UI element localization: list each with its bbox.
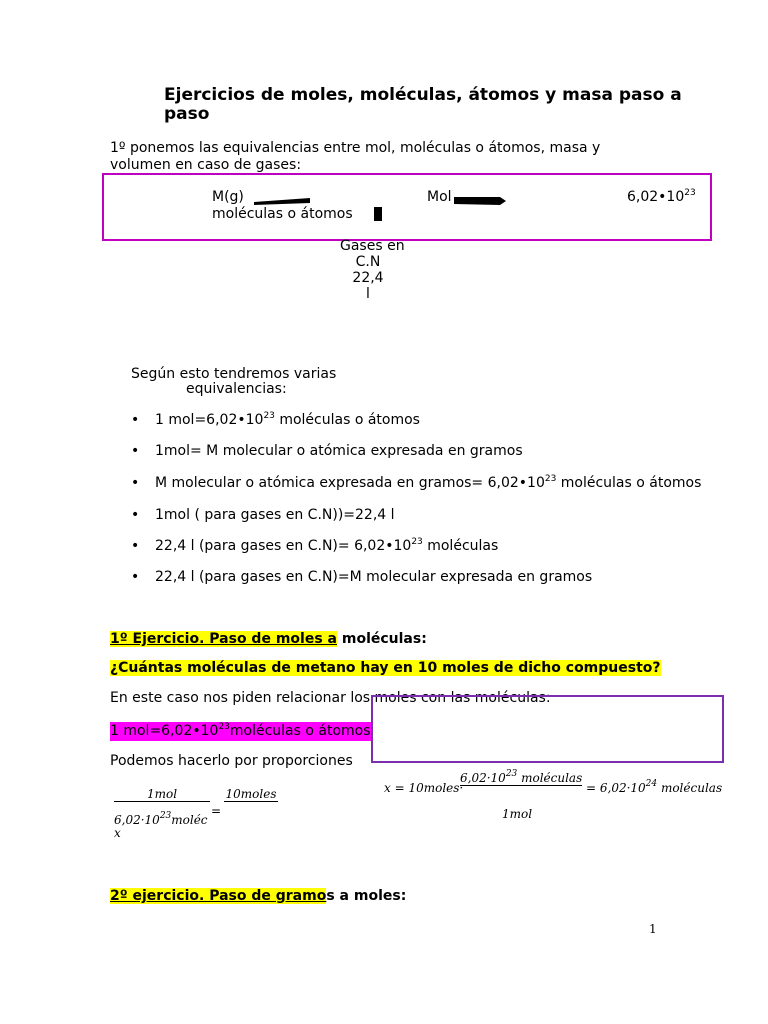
- equivalences-box: [102, 173, 712, 241]
- fraction-left-x: x: [114, 826, 121, 840]
- formula-denominator: 1mol: [502, 807, 533, 821]
- bullet-item: 1mol ( para gases en C.N))=22,4 l: [155, 507, 395, 523]
- exercise2-heading-rest: s a moles:: [326, 888, 407, 904]
- bullet-dot: •: [131, 569, 140, 585]
- bullet-dot: •: [131, 538, 140, 554]
- fraction-left-numerator: 1mol: [114, 787, 210, 802]
- relation-highlight: 1 $mol=6,02•10^{23}moléculas$ o átomos: [110, 722, 371, 739]
- exercise1-heading-highlight: 1º Ejercicio. Paso de moles a: [110, 631, 337, 647]
- page-number: 1: [649, 922, 657, 936]
- bullet-dot: •: [131, 507, 140, 523]
- bullet-dot: •: [131, 443, 140, 459]
- bullet-item: 22,4 l (para gases en $C.N)= 6,02•10^{23}$ moléculas: [155, 537, 499, 554]
- gases-line-4: l: [366, 286, 370, 302]
- exercise1-explanation: En este caso nos piden relacionar los moles con las moléculas:: [110, 690, 551, 706]
- gases-line-2: C.N: [355, 254, 381, 270]
- mass-label: M(g): [212, 189, 244, 205]
- formula-rhs: = $6,02\cdot 10^{24}$ moléculas: [586, 779, 723, 795]
- exercise1-question: ¿Cuántas moléculas de metano hay en 10 moles de dicho compuesto?: [110, 660, 661, 676]
- bullet-item: 1mol= M molecular o atómica expresada en gramos: [155, 443, 523, 459]
- bullet-item: 1 $mol=6,02•10^{23}$ moléculas o átomos: [155, 411, 420, 428]
- answer-box: [371, 695, 724, 763]
- exercise1-heading-rest: moléculas:: [336, 631, 427, 647]
- particles-label: moléculas o átomos: [212, 206, 353, 222]
- gases-line-3: 22,4: [352, 270, 384, 286]
- exercise2-heading: [110, 888, 406, 904]
- mol-label: Mol: [427, 189, 452, 205]
- bullet-dot: •: [131, 412, 140, 428]
- bullet-item: 22,4 l (para gases en C.N)=M molecular expresada en gramos: [155, 569, 593, 585]
- fraction-right-numerator: 10moles: [225, 787, 277, 801]
- exercise2-heading-highlight: 2º ejercicio. Paso de gramo: [110, 888, 327, 904]
- avogadro-label: $6,02•10^{23}$: [627, 188, 696, 205]
- bullet-dot: •: [131, 475, 140, 491]
- equals-sign: =: [211, 804, 222, 818]
- equivalences-intro-2: equivalencias:: [186, 381, 287, 397]
- arrow-down-icon: [374, 207, 382, 221]
- page-title: Ejercicios de moles, moléculas, átomos y masa paso a paso: [164, 85, 682, 124]
- gases-line-1: Gases en: [340, 238, 405, 254]
- equivalences-intro-1: Según esto tendremos varias: [131, 366, 337, 382]
- formula-numerator: $6,02\cdot 10^{23}$ moléculas: [460, 769, 583, 785]
- bullet-item: M molecular o atómica expresada en gramos= $6,02•10^{23}$ moléculas o átomos: [155, 474, 702, 491]
- arrow-right-icon: [452, 194, 508, 208]
- proportions-text: Podemos hacerlo por proporciones: [110, 753, 353, 769]
- exercise1-heading: [110, 631, 427, 647]
- intro-paragraph: 1º ponemos las equivalencias entre mol, moléculas o átomos, masa y volumen en caso de gases:: [110, 140, 601, 173]
- formula-lhs: x = 10moles·: [384, 781, 464, 795]
- gases-label: [340, 238, 405, 302]
- fraction-left-denominator: $6,02\cdot 10^{23}moléc$: [114, 811, 208, 827]
